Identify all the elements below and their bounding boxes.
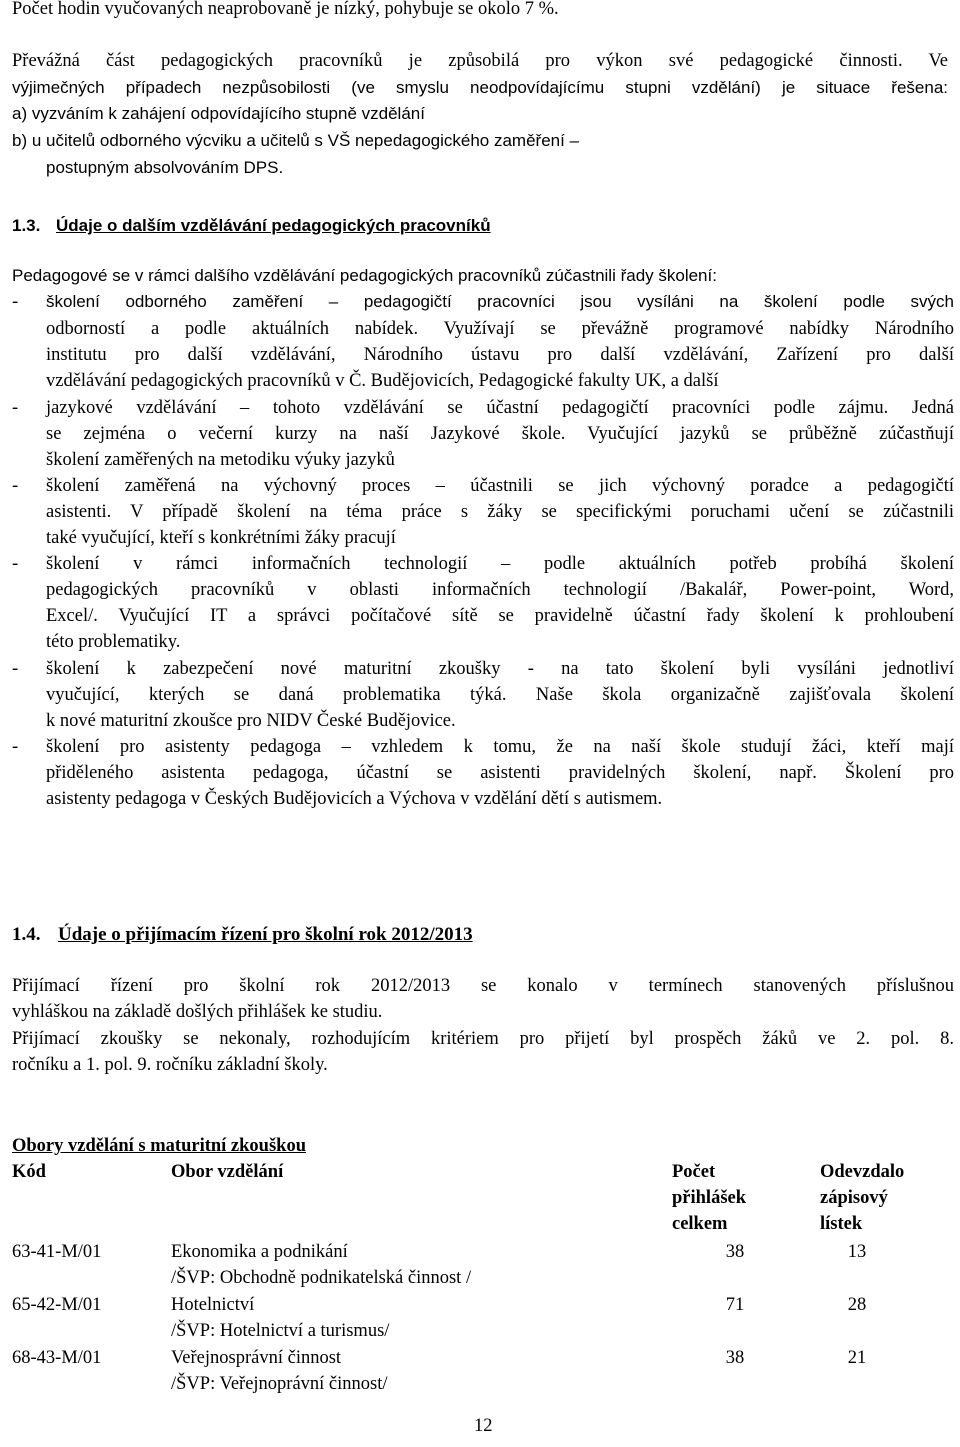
bullet-line: školení zaměřených na metodiku výuky jazyků (46, 450, 395, 470)
list-item-b-continuation: postupným absolvováním DPS. (46, 158, 284, 177)
list-item-a: a) vyzváním k zahájení odpovídajícího stupně vzdělání (12, 104, 425, 123)
text-line: Přijímací zkoušky se nekonaly, rozhodujícím kritériem pro přijetí byl prospěch žáků ve 2. pol. 8. (12, 1029, 954, 1049)
bullet-line: školení k zabezpečení nové maturitní zkoušky - na tato školení byli vysíláni jednotliví (46, 659, 954, 679)
bullet-line: školení v rámci informačních technologií – podle aktuálních potřeb probíhá školení (46, 554, 954, 574)
table-cell-field: Hotelnictví (171, 1295, 255, 1315)
table-cell-count: 38 (725, 1348, 745, 1368)
text-line: Přijímací řízení pro školní rok 2012/2013 se konalo v termínech stanovených příslušnou (12, 976, 954, 996)
bullet-line: asistenti. V případě školení na téma práce s žáky se specifickými poruchami učení se zúčastnili (46, 502, 954, 522)
bullet-line: vzdělávání pedagogických pracovníků v Č. Budějovicích, Pedagogické fakulty UK, a další (46, 371, 719, 391)
bullet-line: školení odborného zaměření – pedagogičtí pracovníci jsou vysíláni na školení podle svých (46, 292, 954, 311)
table-cell-issued: 21 (847, 1348, 867, 1368)
table-header-field: Obor vzdělání (171, 1162, 284, 1182)
bullet-line: pedagogických pracovníků v oblasti informačních technologií /Bakalář, Power-point, Word, (46, 580, 954, 600)
bullet-dash: - (12, 292, 19, 312)
table-cell-svp: /ŠVP: Veřejnoprávní činnost/ (171, 1374, 388, 1394)
section-title: Údaje o dalším vzdělávání pedagogických pracovníků (56, 216, 491, 235)
section-title: Údaje o přijímacím řízení pro školní rok 2012/2013 (58, 924, 473, 945)
bullet-line: jazykové vzdělávání – tohoto vzdělávání se účastní pedagogičtí pracovníci podle zájmu. Jedná (46, 398, 954, 418)
bullet-dash: - (12, 398, 19, 418)
table-cell-svp: /ŠVP: Obchodně podnikatelská činnost / (171, 1268, 472, 1288)
table-header-count: přihlášek (672, 1188, 747, 1208)
table-cell-field: Veřejnosprávní činnost (171, 1348, 342, 1368)
table-header-issued: Odevzdalo (820, 1162, 905, 1182)
table-cell-count: 38 (725, 1242, 745, 1262)
table-cell-issued: 28 (847, 1295, 867, 1315)
bullet-dash: - (12, 659, 19, 679)
bullet-line: vyučující, kterých se daná problematika týká. Naše škola organizačně zajišťovala školení (46, 685, 954, 705)
table-caption: Obory vzdělání s maturitní zkouškou (12, 1136, 306, 1156)
table-header-issued: lístek (820, 1214, 863, 1234)
bullet-line: této problematiky. (46, 632, 181, 652)
table-cell-svp: /ŠVP: Hotelnictví a turismus/ (171, 1321, 390, 1341)
bullet-dash: - (12, 476, 19, 496)
bullet-dash: - (12, 554, 19, 574)
text-line: ročníku a 1. pol. 9. ročníku základní školy. (12, 1055, 328, 1075)
table-cell-code: 63-41-M/01 (12, 1242, 102, 1262)
bullet-line: školení pro asistenty pedagoga – vzhledem k tomu, že na naší škole studují žáci, kteří mají (46, 737, 954, 757)
bullet-line: asistenty pedagoga v Českých Budějovicích a Výchova v vzdělání dětí s autismem. (46, 789, 663, 809)
bullet-line: k nové maturitní zkoušce pro NIDV České Budějovice. (46, 711, 456, 731)
section-number: 1.4. (12, 924, 41, 945)
table-header-code: Kód (12, 1162, 46, 1182)
section-number: 1.3. (12, 216, 41, 235)
table-cell-count: 71 (725, 1295, 745, 1315)
text-line: vyhláškou na základě došlých přihlášek ke studiu. (12, 1002, 383, 1022)
bullet-line: Excel/. Vyučující IT a správci počítačové sítě se pravidelně účastní řady školení k prohloubení (46, 606, 954, 626)
section-intro: Pedagogové se v rámci dalšího vzdělávání pedagogických pracovníků zúčastnili řady školení: (12, 266, 717, 285)
bullet-line: přiděleného asistenta pedagoga, účastní se asistenti pravidelných školení, např. Školení pro (46, 763, 954, 783)
table-cell-code: 68-43-M/01 (12, 1348, 102, 1368)
list-item-b: b) u učitelů odborného výcviku a učitelů s VŠ nepedagogického zaměření – (12, 131, 580, 150)
bullet-line: se zejména o večerní kurzy na naší Jazykové škole. Vyučující jazyků se průběžně zúčastňují (46, 424, 954, 444)
table-header-count: Počet (672, 1162, 716, 1182)
bullet-dash: - (12, 737, 19, 757)
text-line: výjimečných případech nezpůsobilosti (ve smyslu neodpovídajícímu stupni vzdělání) je situace řešena: (12, 78, 948, 97)
page-number: 12 (474, 1416, 493, 1436)
bullet-line: také vyučující, kteří s konkrétními žáky pracují (46, 528, 396, 548)
table-cell-issued: 13 (847, 1242, 867, 1262)
bullet-line: odborností a podle aktuálních nabídek. Využívají se převážně programové nabídky Národního (46, 319, 954, 339)
bullet-line: školení zaměřená na výchovný proces – účastnili se jich výchovný poradce a pedagogičtí (46, 476, 954, 496)
text-line: Převážná část pedagogických pracovníků je způsobilá pro výkon své pedagogické činnosti. Ve (12, 51, 948, 71)
bullet-line: institutu pro další vzdělávání, Národního ústavu pro další vzdělávání, Zařízení pro další (46, 345, 954, 365)
text-line: Počet hodin vyučovaných neaprobovaně je nízký, pohybuje se okolo 7 %. (12, 0, 559, 19)
table-cell-code: 65-42-M/01 (12, 1295, 102, 1315)
table-header-count: celkem (672, 1214, 728, 1234)
table-header-issued: zápisový (820, 1188, 888, 1208)
table-cell-field: Ekonomika a podnikání (171, 1242, 348, 1262)
